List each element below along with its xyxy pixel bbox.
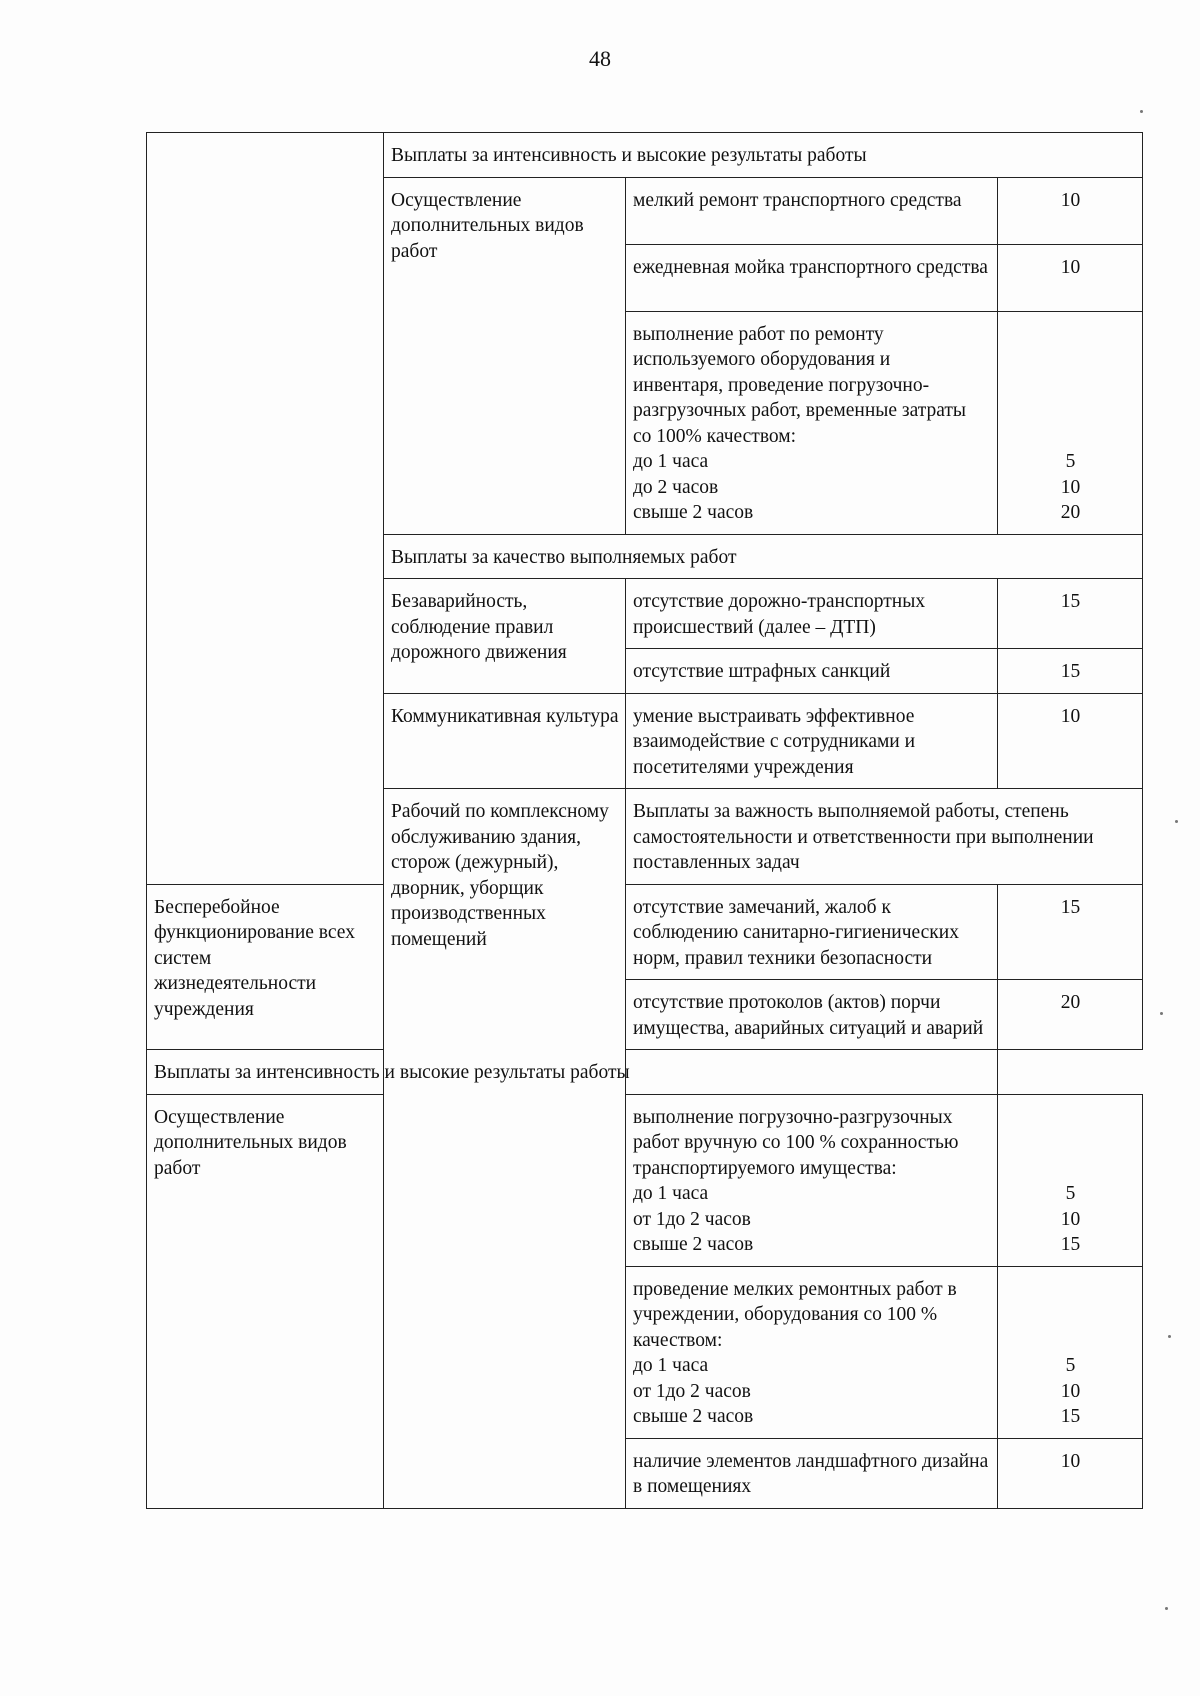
duration-label: до 1 часа xyxy=(633,1183,709,1204)
position-cell: Рабочий по комплексному обслуживанию здания, сторож (дежурный), дворник, уборщик производственных помещений xyxy=(384,789,626,1509)
points-cell: 10 xyxy=(998,244,1143,311)
duration-label: до 1 часа xyxy=(633,1355,709,1376)
points-value: 5 xyxy=(1065,1355,1076,1376)
section-header: Выплаты за важность выполняемой работы, степень самостоятельности и ответственности при выполнении поставленных задач xyxy=(626,789,1143,885)
page-number: 48 xyxy=(589,46,611,71)
section-header-row xyxy=(147,133,1143,178)
scan-speck xyxy=(1160,1012,1163,1015)
indicator-cell xyxy=(626,1266,998,1438)
section-header-row xyxy=(147,1050,1143,1095)
criterion-cell: Безаварийность, соблюдение правил дорожного движения xyxy=(384,579,626,694)
indicator-cell: умение выстраивать эффективное взаимодействие с сотрудниками и посетителями учреждения xyxy=(626,693,998,789)
criterion-cell: Осуществление дополнительных видов работ xyxy=(147,1094,384,1508)
indicator-cell xyxy=(626,311,998,534)
points-cell xyxy=(998,1094,1143,1266)
duration-label: от 1до 2 часов xyxy=(633,1208,751,1230)
indicator-cell: отсутствие протоколов (актов) порчи имущества, аварийных ситуаций и аварий xyxy=(626,980,998,1050)
points-cell: 15 xyxy=(998,884,1143,980)
points-value: 10 xyxy=(1060,1208,1081,1230)
duration-label: от 1до 2 часов xyxy=(633,1380,751,1402)
indicator-cell: отсутствие дорожно-транспортных происшествий (далее – ДТП) xyxy=(626,579,998,649)
criterion-cell: Коммуникативная культура xyxy=(384,693,626,789)
points-value: 10 xyxy=(1060,476,1081,498)
points-value: 10 xyxy=(1060,1380,1081,1402)
duration-label: до 1 часа xyxy=(633,451,709,472)
duration-label: свыше 2 часов xyxy=(633,502,754,523)
duration-label: до 2 часов xyxy=(633,476,719,498)
points-cell: 15 xyxy=(998,649,1143,694)
position-cell-empty xyxy=(147,133,384,885)
section-header: Выплаты за качество выполняемых работ xyxy=(384,534,1143,579)
table-row xyxy=(147,1094,1143,1266)
section-header: Выплаты за интенсивность и высокие результаты работы xyxy=(147,1050,998,1095)
points-cell: 10 xyxy=(998,177,1143,244)
payments-table xyxy=(146,132,1143,1509)
indicator-cell xyxy=(626,1094,998,1266)
points-cell xyxy=(998,311,1143,534)
points-cell: 20 xyxy=(998,980,1143,1050)
points-value: 20 xyxy=(1060,502,1081,523)
indicator-cell: наличие элементов ландшафтного дизайна в помещениях xyxy=(626,1438,998,1508)
points-cell: 10 xyxy=(998,1438,1143,1508)
table-row xyxy=(147,884,1143,980)
indicator-text: выполнение погрузочно-разгрузочных работ вручную со 100 % сохранностью транспортируемого имущества: xyxy=(633,1106,959,1179)
scan-speck xyxy=(1175,820,1178,823)
duration-label: свыше 2 часов xyxy=(633,1234,754,1255)
points-cell xyxy=(998,1266,1143,1438)
scan-speck xyxy=(1168,1335,1171,1338)
scan-speck xyxy=(1165,1607,1168,1610)
points-value: 5 xyxy=(1065,1183,1076,1204)
indicator-cell: отсутствие замечаний, жалоб к соблюдению санитарно-гигиенических норм, правил техники безопасности xyxy=(626,884,998,980)
criterion-cell: Осуществление дополнительных видов работ xyxy=(384,177,626,534)
criterion-cell: Бесперебойное функционирование всех систем жизнедеятельности учреждения xyxy=(147,884,384,1050)
indicator-cell: ежедневная мойка транспортного средства xyxy=(626,244,998,311)
indicator-cell: мелкий ремонт транспортного средства xyxy=(626,177,998,244)
scan-speck xyxy=(1140,110,1143,113)
points-cell: 15 xyxy=(998,579,1143,649)
points-value: 15 xyxy=(1060,1234,1081,1255)
indicator-text: выполнение работ по ремонту используемого оборудования и инвентаря, проведение погрузочно-разгрузочных работ, временные затраты со 100% качеством: xyxy=(633,323,967,447)
indicator-text: проведение мелких ремонтных работ в учреждении, оборудования со 100 % качеством: xyxy=(633,1278,957,1351)
points-value: 5 xyxy=(1065,451,1076,472)
duration-label: свыше 2 часов xyxy=(633,1406,754,1427)
points-cell: 10 xyxy=(998,693,1143,789)
section-header: Выплаты за интенсивность и высокие результаты работы xyxy=(384,133,1143,178)
indicator-cell: отсутствие штрафных санкций xyxy=(626,649,998,694)
points-value: 15 xyxy=(1060,1406,1081,1427)
